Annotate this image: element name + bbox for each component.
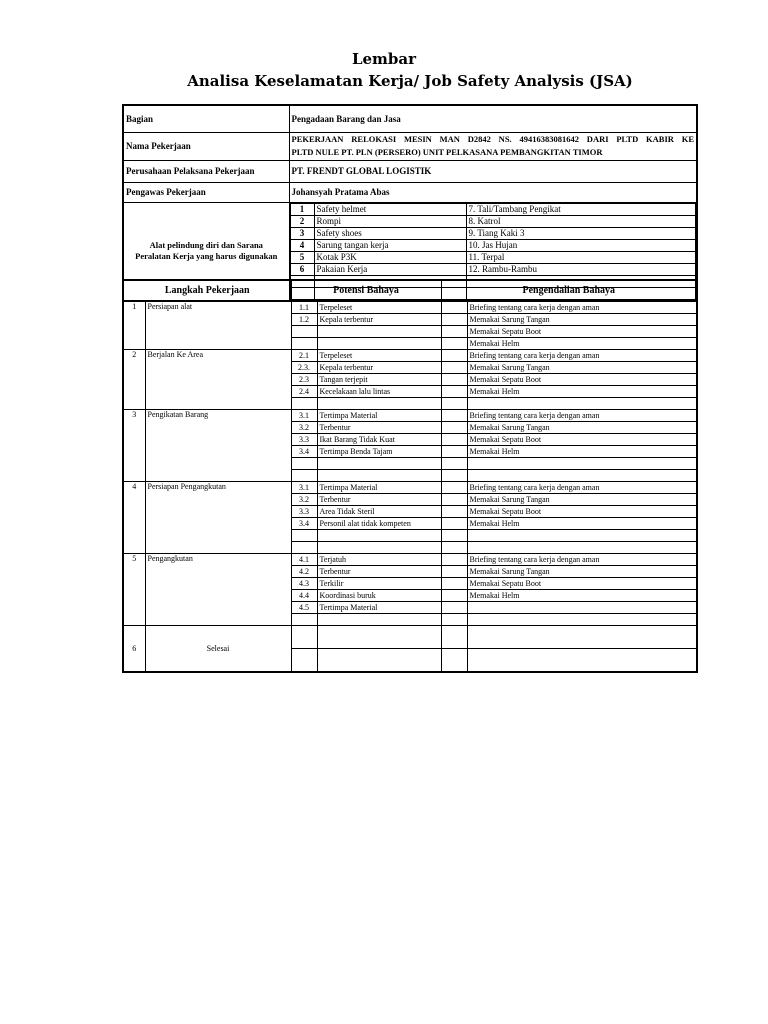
- hazard-code: 3.1: [291, 482, 317, 494]
- control-text: Briefing tentang cara kerja dengan aman: [467, 350, 697, 362]
- control-text: Memakai Sarung Tangan: [467, 314, 697, 326]
- hazard-code: 2.4: [291, 386, 317, 398]
- apd-label-line-1: Alat pelindung diri dan Sarana: [149, 240, 263, 250]
- hazard-code: 3.2: [291, 494, 317, 506]
- header-table: [122, 104, 698, 302]
- control-marker: [441, 410, 467, 422]
- control-text: Briefing tentang cara kerja dengan aman: [467, 482, 697, 494]
- control-marker: [441, 326, 467, 338]
- hazard-code: 3.3: [291, 506, 317, 518]
- col-header-potensi: Potensi Bahaya: [291, 280, 441, 302]
- control-text: Memakai Helm: [467, 338, 697, 350]
- document-title: Lembar: [351, 50, 417, 68]
- hazard-text: Kecelakaan lalu lintas: [317, 386, 441, 398]
- step-row: [123, 410, 697, 422]
- hazard-code: 2.1: [291, 350, 317, 362]
- step-name: Pengikatan Barang: [145, 410, 291, 482]
- step-row: [123, 350, 697, 362]
- hazard-text: [317, 649, 441, 673]
- bagian-value: Pengadaan Barang dan Jasa: [289, 105, 697, 132]
- control-text: [467, 626, 697, 649]
- hazard-code: [291, 530, 317, 542]
- control-text: Briefing tentang cara kerja dengan aman: [467, 554, 697, 566]
- pengawas-label: Pengawas Pekerjaan: [123, 182, 289, 202]
- apd-num: 1: [290, 203, 314, 215]
- control-marker: [441, 362, 467, 374]
- control-marker: [441, 626, 467, 649]
- hazard-code: 2.3: [291, 374, 317, 386]
- apd-item: Safety helmet: [314, 203, 466, 215]
- control-text: Memakai Sepatu Boot: [467, 326, 697, 338]
- col-header-langkah: Langkah Pekerjaan: [123, 280, 291, 302]
- apd-item: Sarung tangan kerja: [314, 239, 466, 251]
- apd-extra: 7. Tali/Tambang Pengikat: [466, 203, 696, 215]
- hazard-text: [317, 542, 441, 554]
- bagian-label: Bagian: [123, 105, 289, 132]
- hazard-code: 4.3: [291, 578, 317, 590]
- control-text: Memakai Sarung Tangan: [467, 362, 697, 374]
- hazard-code: 3.3: [291, 434, 317, 446]
- hazard-code: 1.1: [291, 302, 317, 314]
- control-marker: [441, 542, 467, 554]
- control-marker: [441, 482, 467, 494]
- step-name: Persiapan alat: [145, 302, 291, 350]
- perusahaan-label: Perusahaan Pelaksana Pekerjaan: [123, 160, 289, 182]
- apd-item: Rompi: [314, 215, 466, 227]
- control-text: Memakai Helm: [467, 386, 697, 398]
- hazard-text: Terbentur: [317, 566, 441, 578]
- apd-row: [290, 227, 696, 239]
- step-row: [123, 302, 697, 314]
- hazard-text: Tertimpa Benda Tajam: [317, 446, 441, 458]
- step-number: 2: [123, 350, 145, 410]
- control-marker: [441, 566, 467, 578]
- control-marker: [441, 422, 467, 434]
- apd-num: 6: [290, 263, 314, 275]
- apd-row: [290, 251, 696, 263]
- hazard-text: Terpeleset: [317, 302, 441, 314]
- hazard-text: Terpeleset: [317, 350, 441, 362]
- control-marker: [441, 602, 467, 614]
- control-marker: [441, 506, 467, 518]
- apd-num: 5: [290, 251, 314, 263]
- control-marker: [441, 530, 467, 542]
- control-marker: [441, 494, 467, 506]
- apd-num: 2: [290, 215, 314, 227]
- col-header-pengendalian: Pengendalian Bahaya: [441, 280, 697, 302]
- apd-label-line-2: Peralatan Kerja yang harus digunakan: [135, 251, 278, 261]
- control-marker: [441, 374, 467, 386]
- jsa-table: [122, 279, 698, 673]
- control-text: [467, 542, 697, 554]
- hazard-code: 4.1: [291, 554, 317, 566]
- hazard-code: 1.2: [291, 314, 317, 326]
- control-text: Memakai Sarung Tangan: [467, 566, 697, 578]
- hazard-text: Personil alat tidak kompeten: [317, 518, 441, 530]
- hazard-code: 3.4: [291, 446, 317, 458]
- control-text: Memakai Sepatu Boot: [467, 578, 697, 590]
- control-text: Memakai Helm: [467, 446, 697, 458]
- control-marker: [441, 338, 467, 350]
- hazard-text: [317, 458, 441, 470]
- apd-extra: 10. Jas Hujan: [466, 239, 696, 251]
- hazard-text: Tertimpa Material: [317, 602, 441, 614]
- hazard-text: Tertimpa Material: [317, 410, 441, 422]
- hazard-code: 3.2: [291, 422, 317, 434]
- control-text: Briefing tentang cara kerja dengan aman: [467, 302, 697, 314]
- apd-row: [290, 239, 696, 251]
- hazard-text: Tangan terjepit: [317, 374, 441, 386]
- control-marker: [441, 470, 467, 482]
- apd-item: Kotak P3K: [314, 251, 466, 263]
- apd-row: [290, 203, 696, 215]
- hazard-code: [291, 398, 317, 410]
- hazard-text: [317, 626, 441, 649]
- apd-num: 3: [290, 227, 314, 239]
- apd-extra: 12. Rambu-Rambu: [466, 263, 696, 275]
- document-subtitle: Analisa Keselamatan Kerja/ Job Safety Analysis (JSA): [187, 72, 633, 90]
- nama-pekerjaan-line-2: PLTD NULE PT. PLN (PERSERO) UNIT PELKASANA PEMBANGKITAN TIMOR: [291, 147, 603, 157]
- hazard-code: 3.4: [291, 518, 317, 530]
- step-name: Pengangkutan: [145, 554, 291, 626]
- hazard-text: Tertimpa Material: [317, 482, 441, 494]
- step-number: 1: [123, 302, 145, 350]
- hazard-code: 2.3.: [291, 362, 317, 374]
- nama-pekerjaan-value: [289, 132, 697, 160]
- apd-extra: 9. Tiang Kaki 3: [466, 227, 696, 239]
- apd-row: [290, 263, 696, 275]
- hazard-code: 3.1: [291, 410, 317, 422]
- control-text: Memakai Sepatu Boot: [467, 434, 697, 446]
- control-text: Memakai Helm: [467, 590, 697, 602]
- hazard-text: Ikat Barang Tidak Kuat: [317, 434, 441, 446]
- apd-item: Pakaian Kerja: [314, 263, 466, 275]
- nama-pekerjaan-label: Nama Pekerjaan: [123, 132, 289, 160]
- nama-pekerjaan-line-1: PEKERJAAN RELOKASI MESIN MAN D2842 NS. 49416383081642 DARI PLTD KABIR KE: [291, 134, 694, 144]
- hazard-text: Terbentur: [317, 494, 441, 506]
- control-marker: [441, 649, 467, 673]
- hazard-code: [291, 458, 317, 470]
- control-text: Memakai Sepatu Boot: [467, 506, 697, 518]
- control-text: [467, 649, 697, 673]
- step-name: Selesai: [145, 626, 291, 673]
- step-row: [123, 626, 697, 649]
- hazard-code: [291, 614, 317, 626]
- control-marker: [441, 614, 467, 626]
- hazard-code: [291, 470, 317, 482]
- control-text: [467, 458, 697, 470]
- control-text: Memakai Sarung Tangan: [467, 422, 697, 434]
- control-marker: [441, 446, 467, 458]
- pengawas-value: Johansyah Pratama Abas: [289, 182, 697, 202]
- control-text: [467, 398, 697, 410]
- step-number: 5: [123, 554, 145, 626]
- hazard-text: Terjatuh: [317, 554, 441, 566]
- step-number: 4: [123, 482, 145, 554]
- hazard-code: 4.5: [291, 602, 317, 614]
- hazard-text: Terkilir: [317, 578, 441, 590]
- control-marker: [441, 314, 467, 326]
- hazard-code: [291, 626, 317, 649]
- control-text: [467, 614, 697, 626]
- apd-extra: 8. Katrol: [466, 215, 696, 227]
- control-text: [467, 470, 697, 482]
- hazard-text: [317, 326, 441, 338]
- step-row: [123, 482, 697, 494]
- control-marker: [441, 302, 467, 314]
- hazard-code: 4.4: [291, 590, 317, 602]
- apd-item: Safety shoes: [314, 227, 466, 239]
- control-text: [467, 530, 697, 542]
- perusahaan-value: PT. FRENDT GLOBAL LOGISTIK: [289, 160, 697, 182]
- hazard-code: 4.2: [291, 566, 317, 578]
- hazard-text: [317, 338, 441, 350]
- control-text: Briefing tentang cara kerja dengan aman: [467, 410, 697, 422]
- step-number: 3: [123, 410, 145, 482]
- control-marker: [441, 350, 467, 362]
- hazard-code: [291, 338, 317, 350]
- hazard-text: Area Tidak Steril: [317, 506, 441, 518]
- hazard-text: Koordinasi buruk: [317, 590, 441, 602]
- control-marker: [441, 554, 467, 566]
- hazard-text: [317, 530, 441, 542]
- hazard-text: Kepala terbentur: [317, 314, 441, 326]
- control-text: [467, 602, 697, 614]
- control-text: Memakai Helm: [467, 518, 697, 530]
- control-marker: [441, 590, 467, 602]
- control-text: Memakai Sepatu Boot: [467, 374, 697, 386]
- hazard-text: [317, 470, 441, 482]
- control-marker: [441, 578, 467, 590]
- step-number: 6: [123, 626, 145, 673]
- control-marker: [441, 518, 467, 530]
- control-text: Memakai Sarung Tangan: [467, 494, 697, 506]
- control-marker: [441, 398, 467, 410]
- hazard-text: [317, 398, 441, 410]
- control-marker: [441, 386, 467, 398]
- hazard-text: Terbentur: [317, 422, 441, 434]
- control-marker: [441, 458, 467, 470]
- hazard-text: Kepala terbentur: [317, 362, 441, 374]
- step-name: Berjalan Ke Area: [145, 350, 291, 410]
- step-name: Persiapan Pengangkutan: [145, 482, 291, 554]
- hazard-code: [291, 326, 317, 338]
- apd-row: [290, 215, 696, 227]
- control-marker: [441, 434, 467, 446]
- apd-extra: 11. Terpal: [466, 251, 696, 263]
- hazard-code: [291, 649, 317, 673]
- apd-num: 4: [290, 239, 314, 251]
- step-row: [123, 554, 697, 566]
- hazard-text: [317, 614, 441, 626]
- hazard-code: [291, 542, 317, 554]
